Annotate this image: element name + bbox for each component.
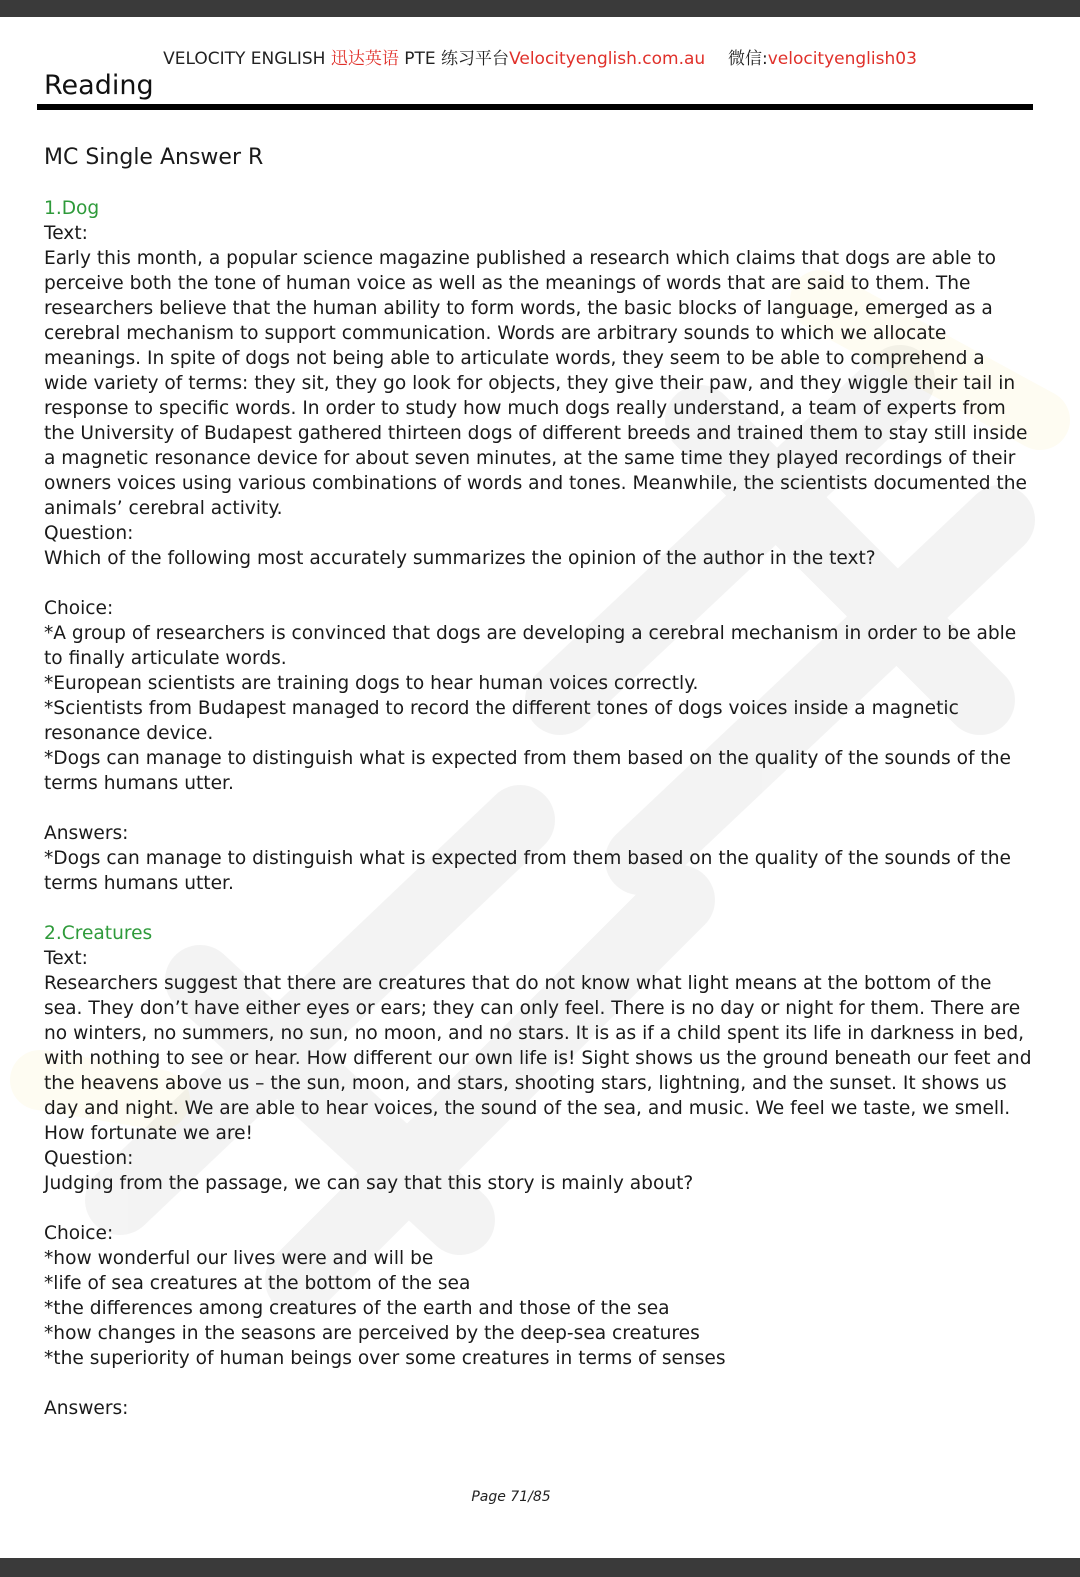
question-label: Question: [44,523,134,544]
text-label: Text: [44,948,88,969]
choice-item: *life of sea creatures at the bottom of the sea [44,1273,471,1294]
choice-item: *Scientists from Budapest managed to record the different tones of dogs voices inside a magnetic resonance device. [44,698,959,744]
choice-item: *A group of researchers is convinced that dogs are developing a cerebral mechanism in order to be able to finally articulate words. [44,623,1017,669]
wechat-id: velocityenglish03 [767,49,917,69]
choice-item: *the differences among creatures of the earth and those of the sea [44,1298,670,1319]
choice-item: *how wonderful our lives were and will be [44,1248,434,1269]
answer-item: *Dogs can manage to distinguish what is expected from them based on the quality of the sounds of the terms humans utter. [44,848,1011,894]
title-divider [37,104,1033,110]
wechat-label: 微信: [727,49,768,69]
bottom-bar [0,1558,1080,1577]
document-body [44,140,1034,1421]
choice-item: *Dogs can manage to distinguish what is expected from them based on the quality of the sounds of the terms humans utter. [44,748,1011,794]
text-label: Text: [44,223,88,244]
document-header [0,44,1080,69]
choice-label: Choice: [44,598,114,619]
question-text: Judging from the passage, we can say that this story is mainly about? [44,1173,694,1194]
passage-text: Early this month, a popular science magazine published a research which claims that dogs are able to perceive both the tone of human voice as well as the meanings of words that are said to them. The researchers believe that the human ability to form words, the basic blocks of language, emerged as a cerebral mechanism to support communication. Words are arbitrary sounds to which we allocate meanings. In spite of dogs not being able to articulate words, they seem to be able to comprehend a wide variety of terms: they sit, they go look for objects, they give their paw, and they wiggle their tail in response to specific words. In order to study how much dogs really understand, a team of experts from the University of Budapest gathered thirteen dogs of different breeds and trained them to stay still inside a magnetic resonance device for about seven minutes, at the same time they played recordings of their owners voices using various combinations of words and tones. Meanwhile, the scientists documented the animals’ cerebral activity. [44,248,1028,519]
choice-item: *the superiority of human beings over some creatures in terms of senses [44,1348,726,1369]
question-block [44,921,1034,1421]
section-title: MC Single Answer R [44,145,264,170]
brand-english: VELOCITY ENGLISH [163,49,326,69]
answers-label: Answers: [44,823,129,844]
top-bar [0,0,1080,17]
choice-item: *how changes in the seasons are perceived by the deep-sea creatures [44,1323,700,1344]
page-title: Reading [44,70,154,101]
website-link[interactable]: Velocityenglish.com.au [509,49,706,69]
question-text: Which of the following most accurately summarizes the opinion of the author in the text? [44,548,876,569]
passage-text: Researchers suggest that there are creatures that do not know what light means at the bottom of the sea. They don’t have either eyes or ears; they can only feel. There is no day or night for them. There are no winters, no summers, no sun, no moon, and no stars. It is as if a child spent its life in darkness in bed, with nothing to see or hear. How different our own life is! Sight shows us the ground beneath our feet and the heavens above us – the sun, moon, and stars, shooting stars, lightning, and the sunset. It shows us day and night. We are able to hear voices, the sound of the sea, and music. We feel we taste, we smell. How fortunate we are! [44,973,1032,1144]
platform-label: PTE 练习平台 [404,49,510,69]
choice-item: *European scientists are training dogs to hear human voices correctly. [44,673,699,694]
question-title: 2.Creatures [44,923,153,944]
brand-chinese: 迅达英语 [330,49,399,69]
answers-label: Answers: [44,1398,129,1419]
choice-label: Choice: [44,1223,114,1244]
question-block [44,196,1034,921]
question-title: 1.Dog [44,198,100,219]
question-label: Question: [44,1148,134,1169]
page-number: Page 71/85 [471,1489,551,1505]
